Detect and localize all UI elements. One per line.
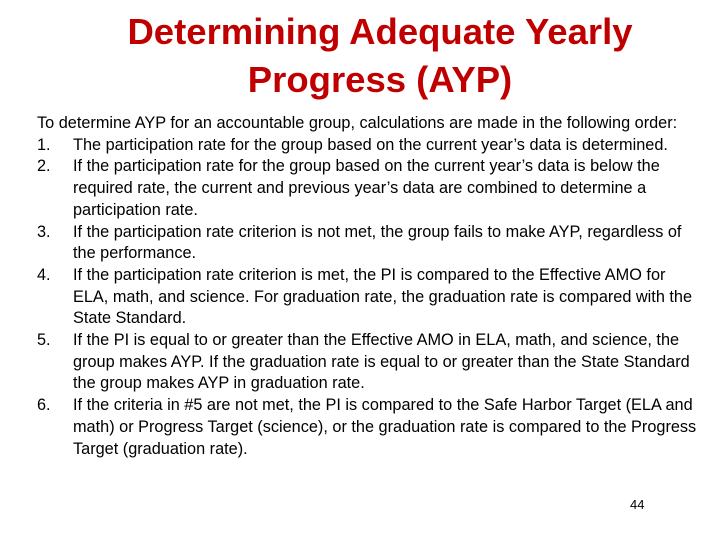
intro-paragraph: To determine AYP for an accountable group, calculations are made in the following order:: [37, 114, 678, 132]
step-number: 1.: [37, 135, 51, 154]
step-item: [37, 222, 697, 265]
step-text: If the participation rate criterion is not met, the group fails to make AYP, regardless of the performance.: [73, 222, 682, 263]
step-number: 2.: [37, 157, 51, 176]
step-item: [37, 265, 697, 330]
slide-title-line-1: Determining Adequate Yearly: [127, 11, 633, 52]
step-number: 5.: [37, 331, 51, 350]
step-item: [37, 395, 697, 460]
step-text: If the criteria in #5 are not met, the PI is compared to the Safe Harbor Target (ELA and math) or Progress Target (science), or the graduation rate is compared to the Progress Target (graduation rate).: [73, 396, 697, 458]
step-item: [37, 135, 697, 157]
step-number: 6.: [37, 396, 51, 415]
step-item: [37, 156, 697, 221]
slide-body: [37, 113, 697, 460]
step-text: The participation rate for the group based on the current year’s data is determined.: [73, 135, 668, 154]
slide-title: [60, 8, 700, 104]
step-number: 4.: [37, 265, 51, 284]
step-text: If the PI is equal to or greater than the Effective AMO in ELA, math, and science, the group makes AYP. If the graduation rate is equal to or greater than the State Standard the group makes AYP in graduation rate.: [73, 331, 690, 393]
page-number: 44: [630, 497, 645, 512]
step-text: If the participation rate criterion is met, the PI is compared to the Effective AMO for ELA, math, and science. For graduation rate, the graduation rate is compared with the State Standard.: [73, 265, 693, 328]
step-text: If the participation rate for the group based on the current year’s data is below the required rate, the current and previous year’s data are combined to determine a participation rate.: [73, 157, 660, 219]
steps-list: [37, 135, 697, 461]
slide-title-line-2: Progress (AYP): [247, 59, 513, 100]
step-item: [37, 330, 697, 395]
step-number: 3.: [37, 222, 51, 241]
